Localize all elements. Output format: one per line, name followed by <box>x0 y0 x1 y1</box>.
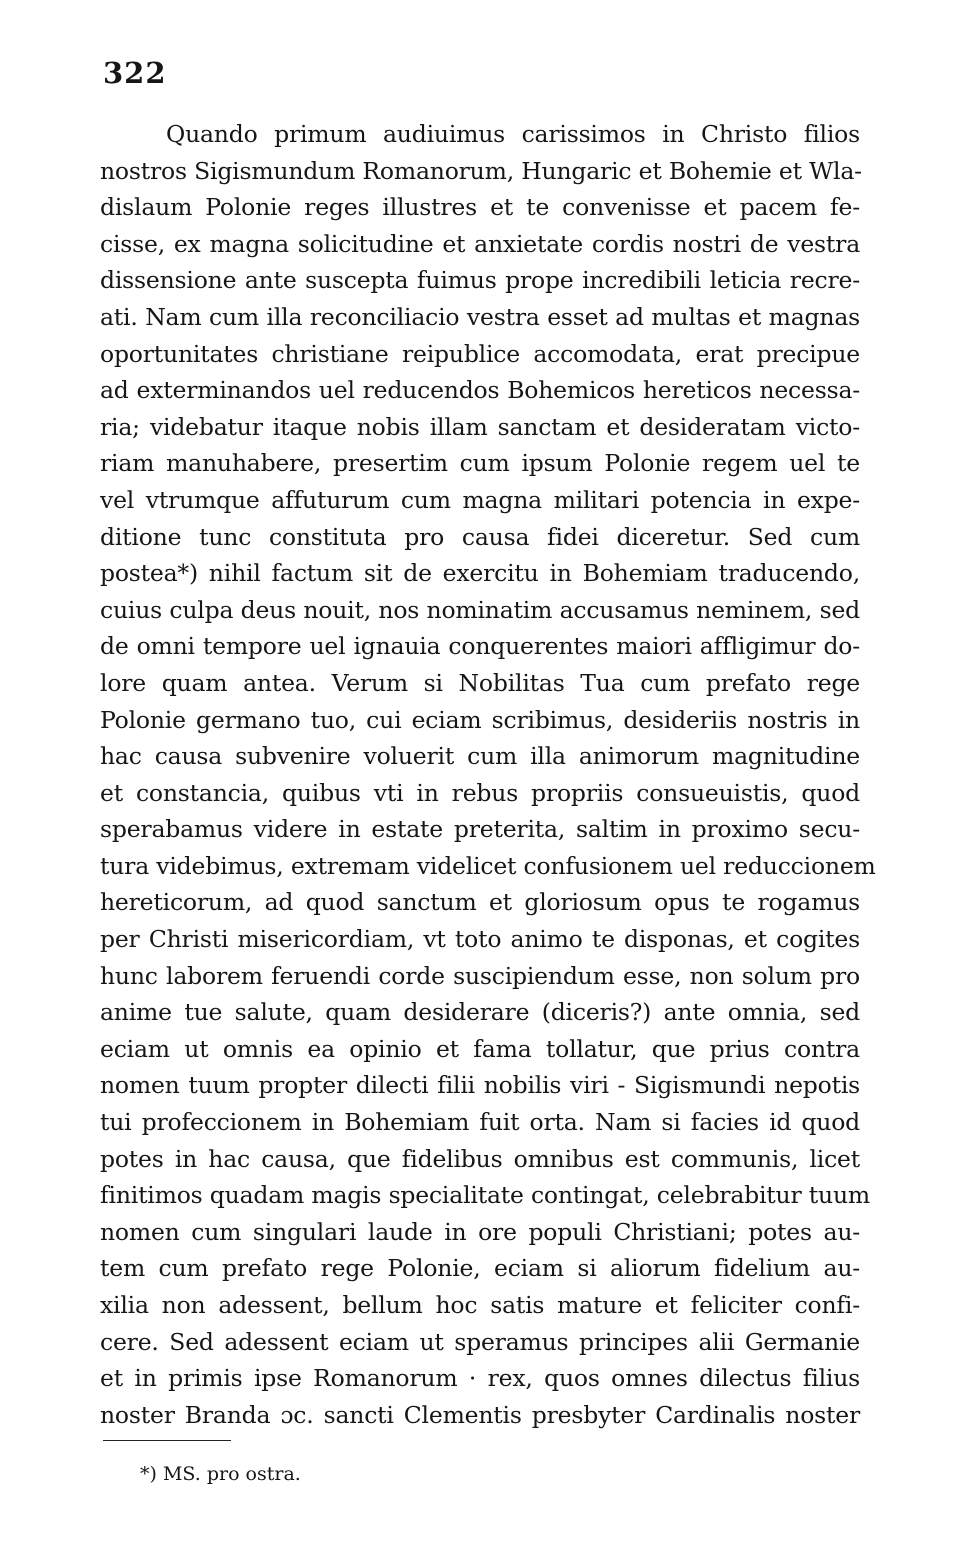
text-line: hac causa subvenire voluerit cum illa animorum magnitudine <box>100 742 860 771</box>
text-line: vel vtrumque affuturum cum magna militari potencia in expe- <box>100 485 860 514</box>
text-line: et constancia, quibus vti in rebus propriis consueuistis, quod <box>100 778 860 807</box>
text-line: ditione tunc constituta pro causa fidei diceretur. Sed cum <box>100 522 860 551</box>
text-line: Polonie germano tuo, cui eciam scribimus, desideriis nostris in <box>100 705 860 734</box>
text-line: tem cum prefato rege Polonie, eciam si aliorum fidelium au- <box>100 1254 860 1283</box>
text-line: nomen cum singulari laude in ore populi Christiani; potes au- <box>100 1217 860 1246</box>
text-line: hunc laborem feruendi corde suscipiendum esse, non solum pro <box>100 961 860 990</box>
text-line: lore quam antea. Verum si Nobilitas Tua cum prefato rege <box>100 668 860 697</box>
text-line: oportunitates christiane reipublice accomodata, erat precipue <box>100 339 860 368</box>
footnote-rule <box>103 1440 231 1441</box>
text-line: dislaum Polonie reges illustres et te convenisse et pacem fe- <box>100 193 860 222</box>
text-line: per Christi misericordiam, vt toto animo te disponas, et cogites <box>100 925 860 954</box>
text-line: dissensione ante suscepta fuimus prope incredibili leticia recre- <box>100 266 860 295</box>
text-line: ati. Nam cum illa reconciliacio vestra esset ad multas et magnas <box>100 302 860 331</box>
text-line: postea*) nihil factum sit de exercitu in Bohemiam traducendo, <box>100 559 860 588</box>
text-line: nomen tuum propter dilecti filii nobilis viri - Sigismundi nepotis <box>100 1071 860 1100</box>
text-line: ad exterminandos uel reducendos Bohemicos hereticos necessa- <box>100 376 860 405</box>
text-line: ria; videbatur itaque nobis illam sanctam et desideratam victo- <box>100 412 860 441</box>
text-line: nostros Sigismundum Romanorum, Hungaric et Bohemie et Wla- <box>100 156 862 185</box>
page-number: 322 <box>103 56 167 90</box>
text-line: eciam ut omnis ea opinio et fama tollatur, que prius contra <box>100 1034 860 1063</box>
text-line: anime tue salute, quam desiderare (diceris?) ante omnia, sed <box>100 998 860 1027</box>
text-line: Quando primum audiuimus carissimos in Christo filios <box>166 120 860 148</box>
text-line: tui profeccionem in Bohemiam fuit orta. Nam si facies id quod <box>100 1108 860 1137</box>
text-line: sperabamus videre in estate preterita, saltim in proximo secu- <box>100 815 860 844</box>
text-line: noster Branda ɔc. sancti Clementis presbyter Cardinalis noster <box>100 1400 860 1429</box>
text-line: riam manuhabere, presertim cum ipsum Polonie regem uel te <box>100 449 860 478</box>
body-text <box>100 116 876 1433</box>
text-line: cuius culpa deus nouit, nos nominatim accusamus neminem, sed <box>100 595 860 624</box>
text-line: xilia non adessent, bellum hoc satis mature et feliciter confi- <box>100 1291 860 1319</box>
text-line: tura videbimus, extremam videlicet confusionem uel reduccionem <box>100 851 876 880</box>
footnote: *) MS. pro ostra. <box>140 1463 301 1485</box>
text-line: et in primis ipse Romanorum · rex, quos omnes dilectus filius <box>100 1364 860 1393</box>
text-line: cisse, ex magna solicitudine et anxietate cordis nostri de vestra <box>100 229 860 258</box>
text-line: de omni tempore uel ignauia conquerentes maiori affligimur do- <box>100 632 860 661</box>
text-line: hereticorum, ad quod sanctum et gloriosum opus te rogamus <box>100 888 860 917</box>
text-line: potes in hac causa, que fidelibus omnibus est communis, licet <box>100 1144 860 1173</box>
text-line: cere. Sed adessent eciam ut speramus principes alii Germanie <box>100 1327 860 1356</box>
text-line: finitimos quadam magis specialitate contingat, celebrabitur tuum <box>100 1181 870 1210</box>
